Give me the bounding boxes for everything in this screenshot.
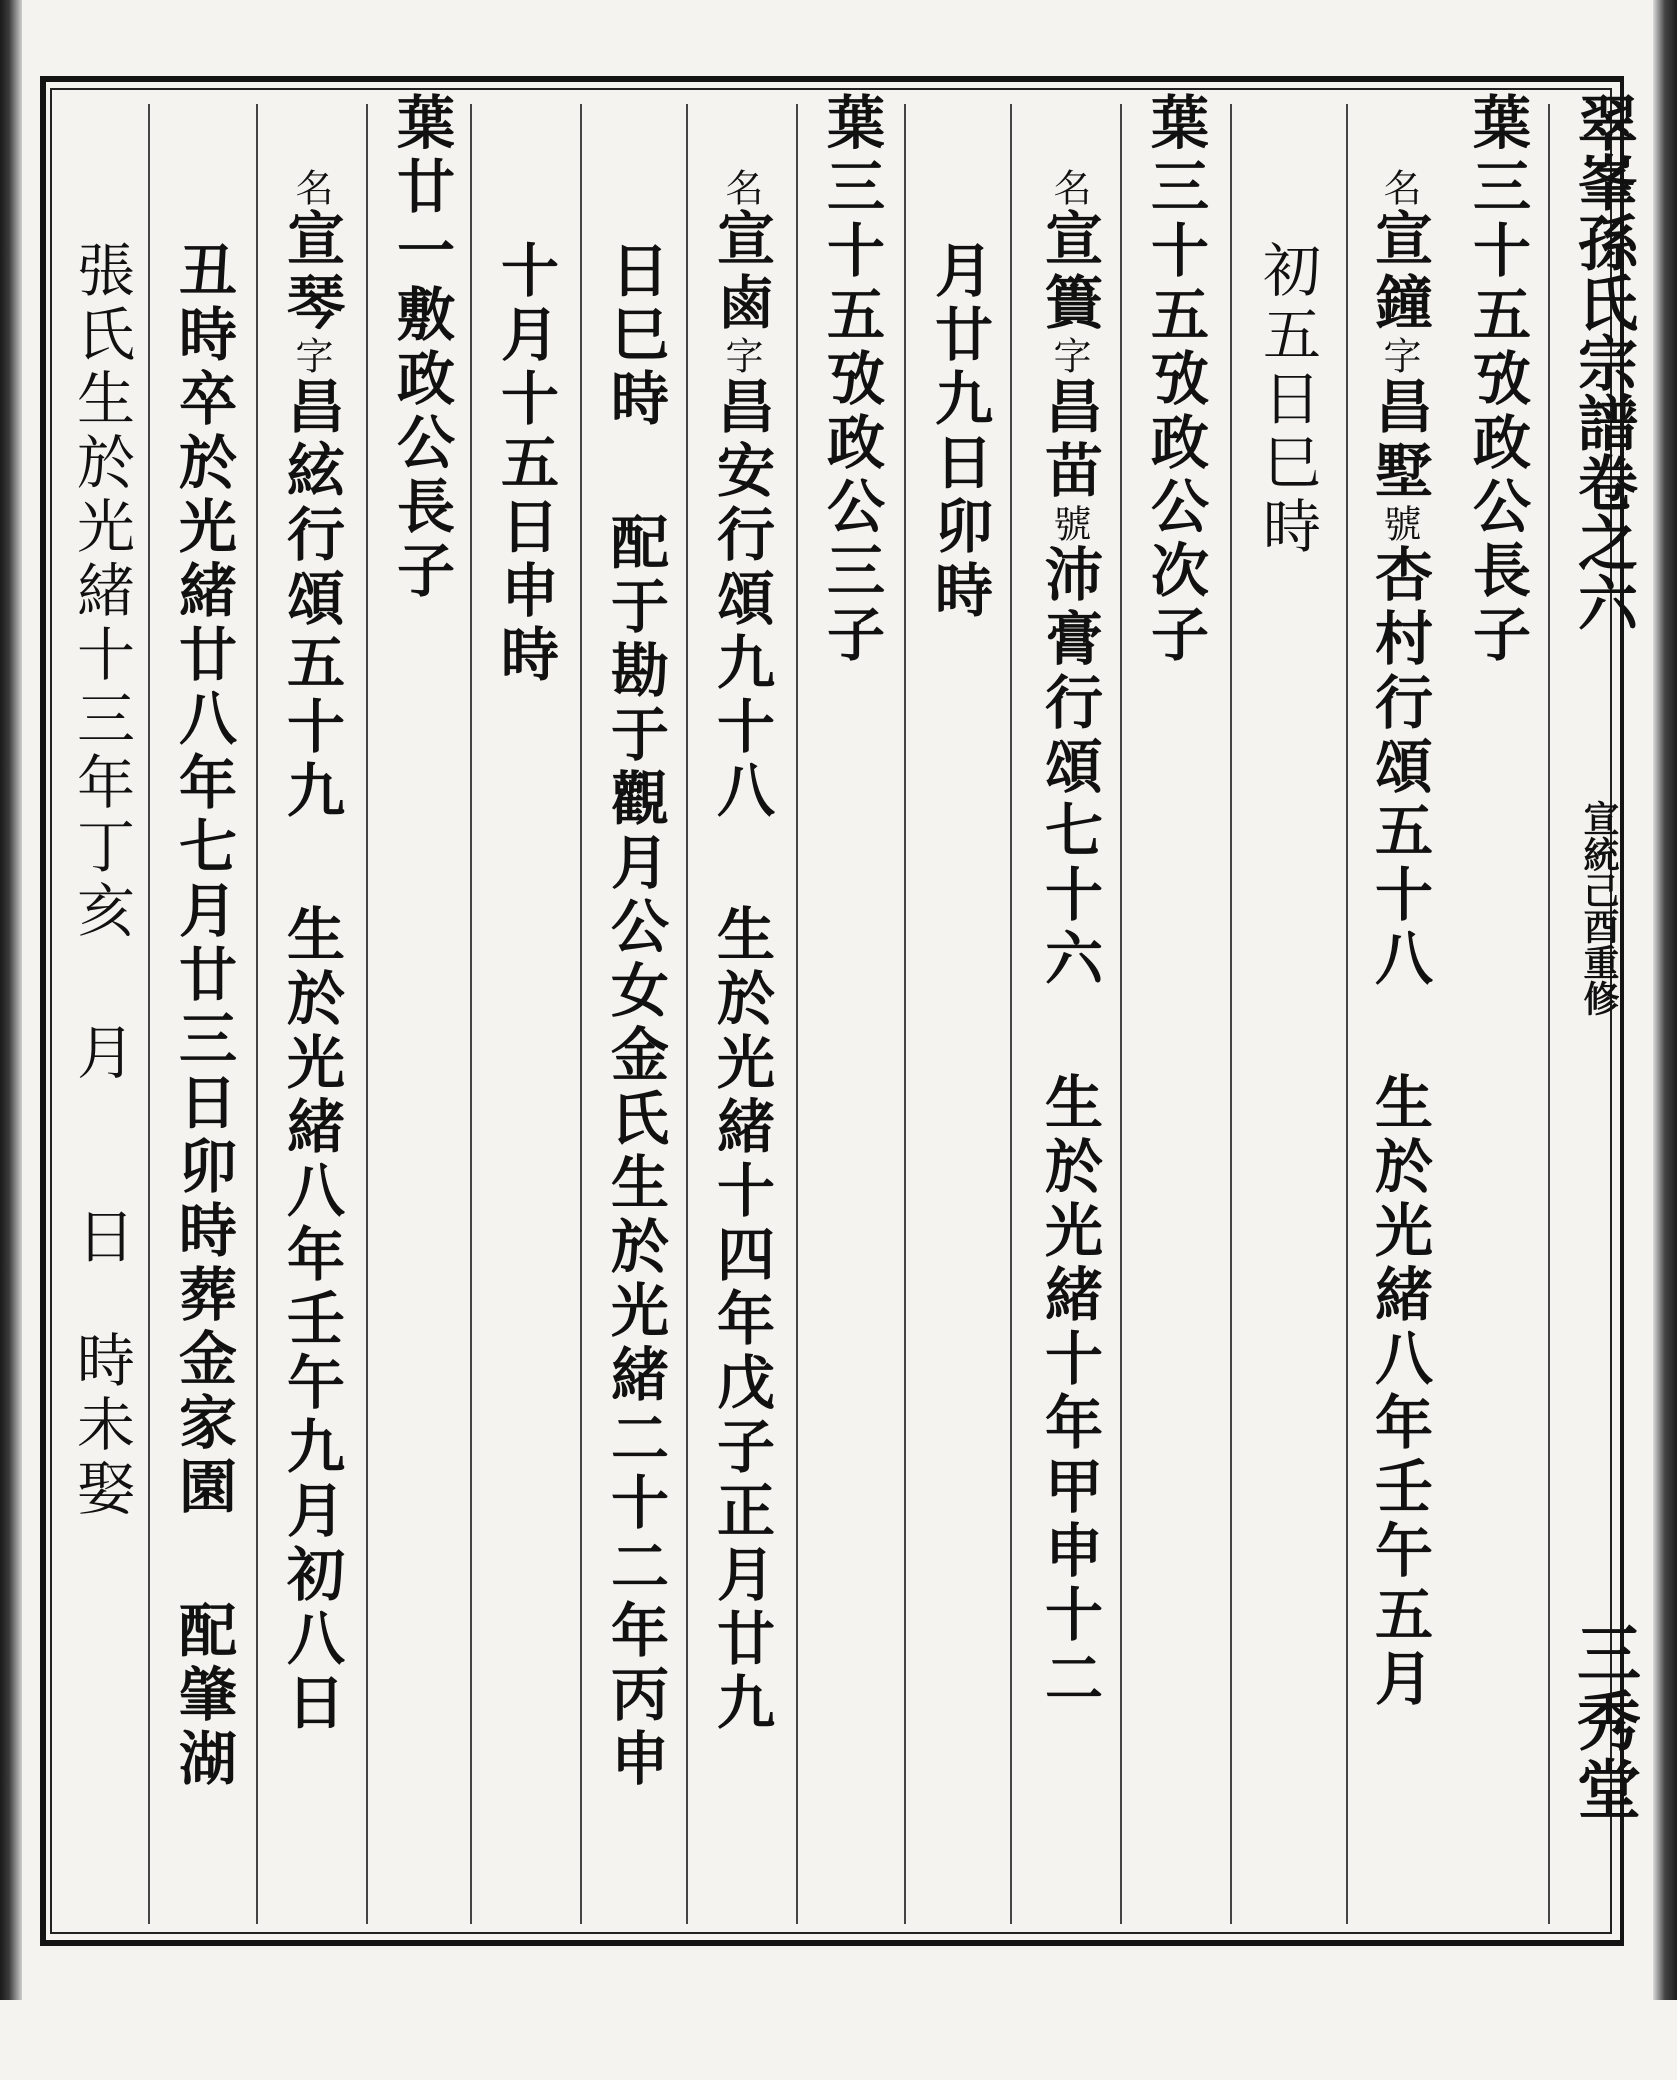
courtesy-name: 昌安	[707, 376, 775, 504]
volume-label: 卷之六	[1568, 452, 1638, 632]
entry-heading: 葉廿一敷政公長子	[387, 92, 455, 604]
generation-rank: 行頌九十八	[707, 504, 775, 824]
label-hao: 號	[1047, 504, 1091, 544]
birth-record: 生於光緒八年壬午九月初八日	[277, 904, 345, 1736]
edition-note: 宣統己酉重修	[1578, 800, 1620, 1016]
column-rule	[256, 104, 258, 1924]
entry-heading: 葉三十五攷政公三子	[817, 92, 885, 668]
label-zi: 字	[719, 336, 763, 376]
entry-line	[62, 240, 140, 2080]
label-ming: 名	[719, 168, 763, 208]
column-rule	[148, 104, 150, 1924]
art-name: 沛膏	[1035, 544, 1103, 672]
entry-line	[272, 168, 350, 2008]
spouse-record: 配于勘于觀月公女金氏生於光緒二十二年丙申	[601, 512, 669, 1792]
label-ming: 名	[1047, 168, 1091, 208]
entry-line	[702, 168, 780, 2008]
entry-line: 十月十五日申時	[491, 240, 559, 688]
label-ming: 名	[1377, 168, 1421, 208]
column-rule	[580, 104, 582, 1924]
label-hao: 號	[1377, 504, 1421, 544]
column-rule	[796, 104, 798, 1924]
label-zi: 字	[1047, 336, 1091, 376]
column-rule	[1010, 104, 1012, 1924]
spouse-record: 配肇湖	[169, 1600, 237, 1792]
birth-record: 生於光緒八年壬午五月	[1365, 1072, 1433, 1712]
hall-name: 三秀堂	[1566, 1620, 1641, 1824]
generation-rank: 行頌七十六	[1035, 672, 1103, 992]
day-blank: 日	[67, 1206, 135, 1270]
entry-line: 初五日巳時	[1253, 240, 1321, 560]
courtesy-name: 昌苗	[1035, 376, 1103, 504]
spouse-birth: 張氏生於光緒十三年丁亥	[67, 240, 135, 944]
column-rule	[1230, 104, 1232, 1924]
column-rule	[1548, 104, 1550, 1924]
column-rule	[366, 104, 368, 1924]
entry-line	[164, 240, 242, 2080]
courtesy-name: 昌絃	[277, 376, 345, 504]
column-rule	[904, 104, 906, 1924]
book-gutter-right	[1653, 0, 1677, 2000]
given-name: 宣簣	[1035, 208, 1103, 336]
book-gutter-left	[0, 0, 22, 2000]
entry-heading: 葉三十五攷政公次子	[1141, 92, 1209, 668]
label-zi: 字	[289, 336, 333, 376]
column-rule	[1346, 104, 1348, 1924]
entry-line: 月廿九日卯時	[925, 240, 993, 624]
art-name: 杏村	[1365, 544, 1433, 672]
column-rule	[686, 104, 688, 1924]
month-blank: 月	[67, 1022, 135, 1086]
label-ming: 名	[289, 168, 333, 208]
genealogy-title: 翠峯孫氏宗譜	[1568, 92, 1638, 452]
label-zi: 字	[1377, 336, 1421, 376]
generation-rank: 行頌五十九	[277, 504, 345, 824]
given-name: 宣鹵	[707, 208, 775, 336]
birth-time: 日巳時	[601, 240, 669, 432]
birth-record: 生於光緒十四年戊子正月廿九	[707, 904, 775, 1736]
entry-line	[1030, 168, 1108, 2008]
column-rule	[1120, 104, 1122, 1924]
courtesy-name: 昌墅	[1365, 376, 1433, 504]
given-name: 宣琴	[277, 208, 345, 336]
time-blank: 時未娶	[67, 1330, 135, 1522]
generation-rank: 行頌五十八	[1365, 672, 1433, 992]
death-burial-record: 丑時卒於光緒廿八年七月廿三日卯時葬金家園	[169, 240, 237, 1520]
given-name: 宣鐘	[1365, 208, 1433, 336]
entry-line	[1360, 168, 1438, 2008]
entry-heading: 葉三十五攷政公長子	[1463, 92, 1531, 668]
column-rule	[470, 104, 472, 1924]
birth-record: 生於光緒十年甲申十二	[1035, 1072, 1103, 1712]
entry-line	[596, 240, 674, 2080]
